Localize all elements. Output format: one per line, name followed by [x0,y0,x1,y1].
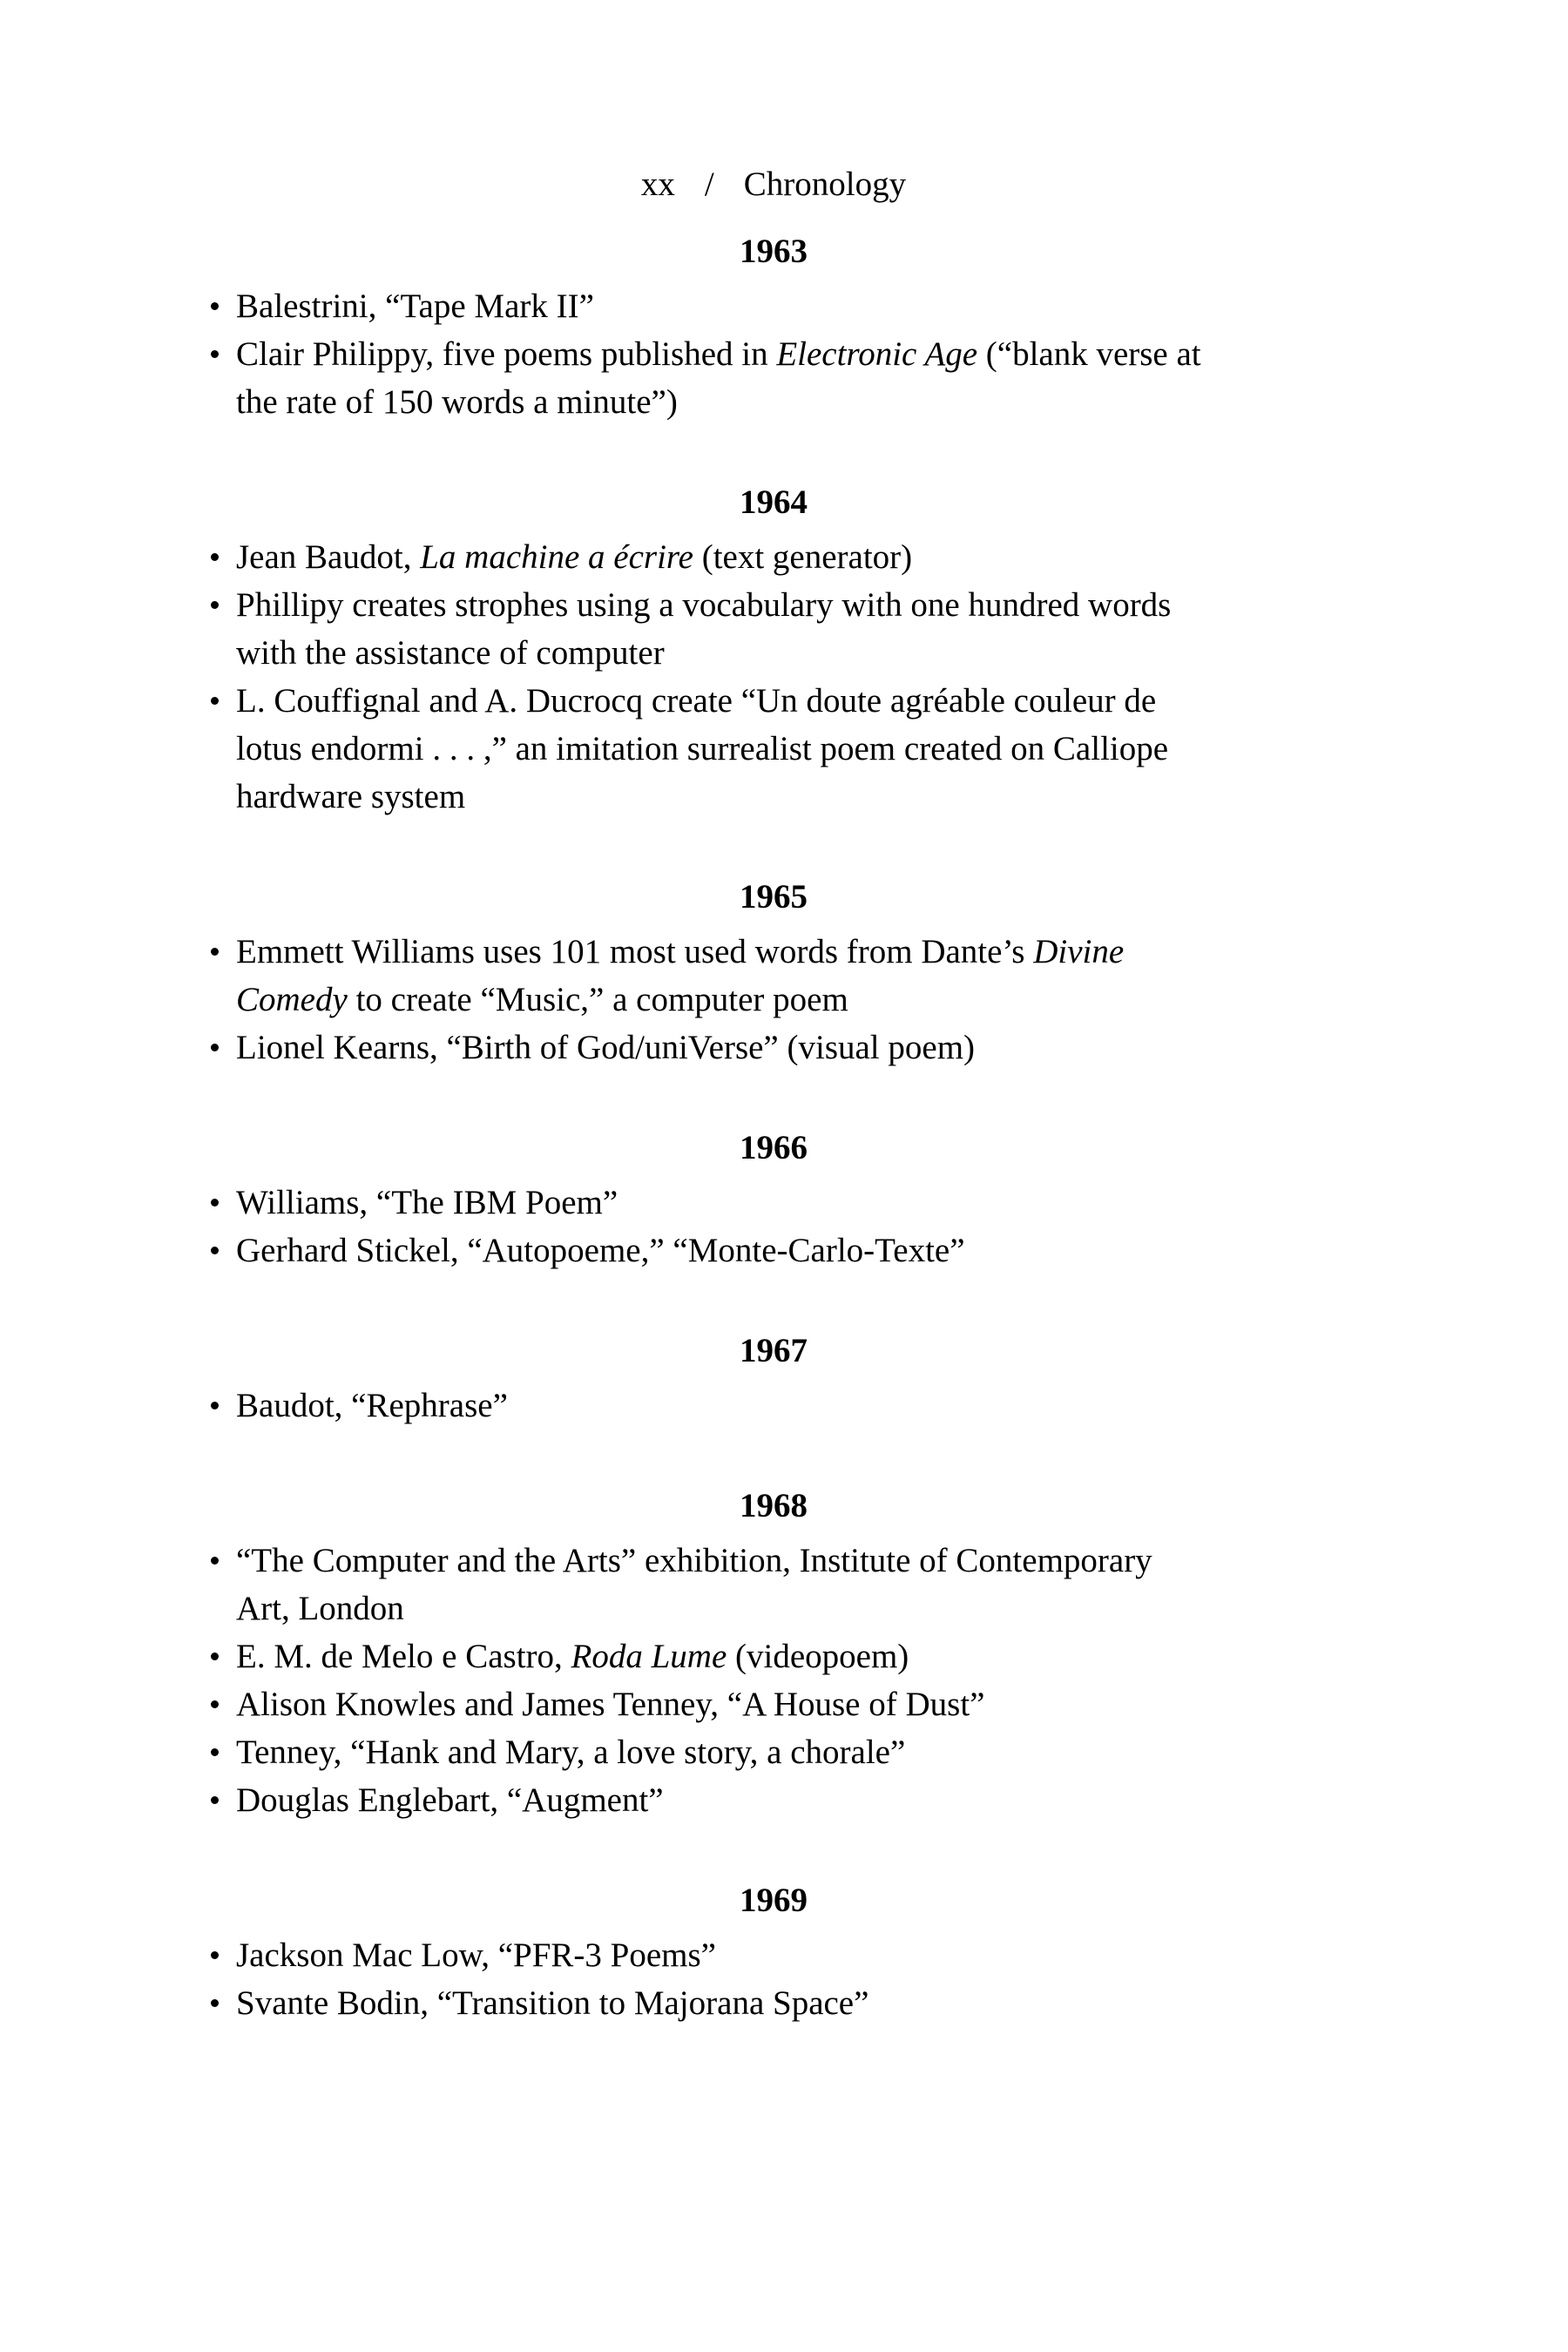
text-segment: the rate of 150 words a minute”) [236,383,678,421]
list-item [209,1382,1338,1429]
item-list [209,1179,1338,1274]
text-segment: Douglas Englebart, “Augment” [236,1781,664,1819]
year-heading: 1967 [740,1332,808,1369]
list-item [209,1024,1338,1071]
list-item [209,1227,1338,1274]
page-title: Chronology [743,166,907,203]
item-text [236,1387,508,1424]
item-list [209,282,1338,426]
bullet-icon [211,553,219,561]
bullet-icon [211,1652,219,1660]
text-segment: (“blank verse at [977,335,1201,373]
chronology-sections [209,227,1338,2027]
year-section [209,1482,1338,1824]
item-list [209,928,1338,1071]
text-segment: (videopoem) [727,1638,909,1675]
list-item [209,677,1338,821]
item-list [209,1382,1338,1429]
year-section [209,1876,1338,2027]
text-segment: Jean Baudot, [236,538,421,576]
item-text [236,287,594,325]
text-segment: Lionel Kearns, “Birth of God/uniVerse” (visual poem) [236,1029,976,1066]
text-segment: Gerhard Stickel, “Autopoeme,” “Monte-Carlo-Texte” [236,1232,965,1269]
text-segment: with the assistance of computer [236,634,665,672]
bullet-icon [211,1402,219,1409]
bullet-icon [211,1999,219,2007]
list-item [209,1979,1338,2027]
item-text [236,1734,905,1771]
text-segment: Svante Bodin, “Transition to Majorana Space” [236,1984,869,2022]
bullet-icon [211,350,219,358]
bullet-icon [211,1748,219,1756]
bullet-icon [211,1951,219,1959]
bullet-icon [211,1199,219,1206]
text-segment: Williams, “The IBM Poem” [236,1184,618,1221]
list-item [209,1680,1338,1728]
text-segment: Art, London [236,1590,404,1627]
item-text [236,682,1168,815]
bullet-icon [211,302,219,310]
item-text [236,335,1201,421]
text-segment: “The Computer and the Arts” exhibition, Institute of Contemporary [236,1542,1152,1579]
bullet-icon [211,1796,219,1804]
bullet-icon [211,1044,219,1051]
text-segment: (text generator) [693,538,913,576]
text-segment: Clair Philippy, five poems published in [236,335,777,373]
item-text [236,933,1124,1018]
bullet-icon [211,1557,219,1565]
year-section [209,227,1338,426]
item-text [236,1984,868,2022]
text-segment: La machine a écrire [420,538,693,576]
year-section [209,873,1338,1071]
item-list [209,1537,1338,1824]
bullet-icon [211,948,219,956]
bullet-icon [211,1700,219,1708]
page-number: xx [640,166,675,203]
year-section [209,478,1338,821]
item-text [236,1029,975,1066]
page-header [209,160,1338,208]
text-segment: hardware system [236,778,466,815]
item-text [236,1638,909,1675]
text-segment: Jackson Mac Low, “PFR-3 Poems” [236,1936,716,1974]
text-segment: E. M. de Melo e Castro, [236,1638,571,1675]
item-text [236,586,1171,672]
text-segment: Baudot, “Rephrase” [236,1387,508,1424]
text-segment: Comedy [236,981,348,1018]
list-item [209,1179,1338,1227]
list-item [209,928,1338,1024]
text-segment: lotus endormi . . . ,” an imitation surrealist poem created on Calliope [236,730,1169,767]
item-text [236,1936,716,1974]
item-text [236,1542,1152,1627]
item-text [236,1232,965,1269]
bullet-icon [211,601,219,609]
text-segment: Divine [1033,933,1125,970]
year-heading: 1969 [740,1882,808,1919]
text-segment: Balestrini, “Tape Mark II” [236,287,594,325]
list-item [209,533,1338,581]
bullet-icon [211,697,219,705]
item-text [236,1184,618,1221]
text-segment: Electronic Age [776,335,978,373]
year-heading: 1968 [740,1487,808,1524]
list-item [209,1632,1338,1680]
text-segment: to create “Music,” a computer poem [347,981,848,1018]
text-segment: Roda Lume [571,1638,727,1675]
item-text [236,1781,664,1819]
list-item [209,282,1338,330]
item-list [209,533,1338,821]
year-heading: 1963 [740,233,808,270]
year-heading: 1965 [740,878,808,916]
year-section [209,1124,1338,1274]
header-separator: / [704,166,714,203]
list-item [209,1728,1338,1776]
list-item [209,1776,1338,1824]
list-item [209,1537,1338,1632]
list-item [209,1931,1338,1979]
year-heading: 1964 [740,483,808,521]
item-text [236,538,912,576]
list-item [209,581,1338,677]
text-segment: Alison Knowles and James Tenney, “A House of Dust” [236,1686,985,1723]
item-list [209,1931,1338,2027]
year-section [209,1327,1338,1429]
list-item [209,330,1338,426]
text-segment: Tenney, “Hank and Mary, a love story, a chorale” [236,1734,906,1771]
text-segment: Phillipy creates strophes using a vocabulary with one hundred words [236,586,1172,624]
item-text [236,1686,984,1723]
text-segment: L. Couffignal and A. Ducrocq create “Un doute agréable couleur de [236,682,1157,720]
year-heading: 1966 [740,1129,808,1166]
text-segment: Emmett Williams uses 101 most used words from Dante’s [236,933,1034,970]
bullet-icon [211,1247,219,1254]
